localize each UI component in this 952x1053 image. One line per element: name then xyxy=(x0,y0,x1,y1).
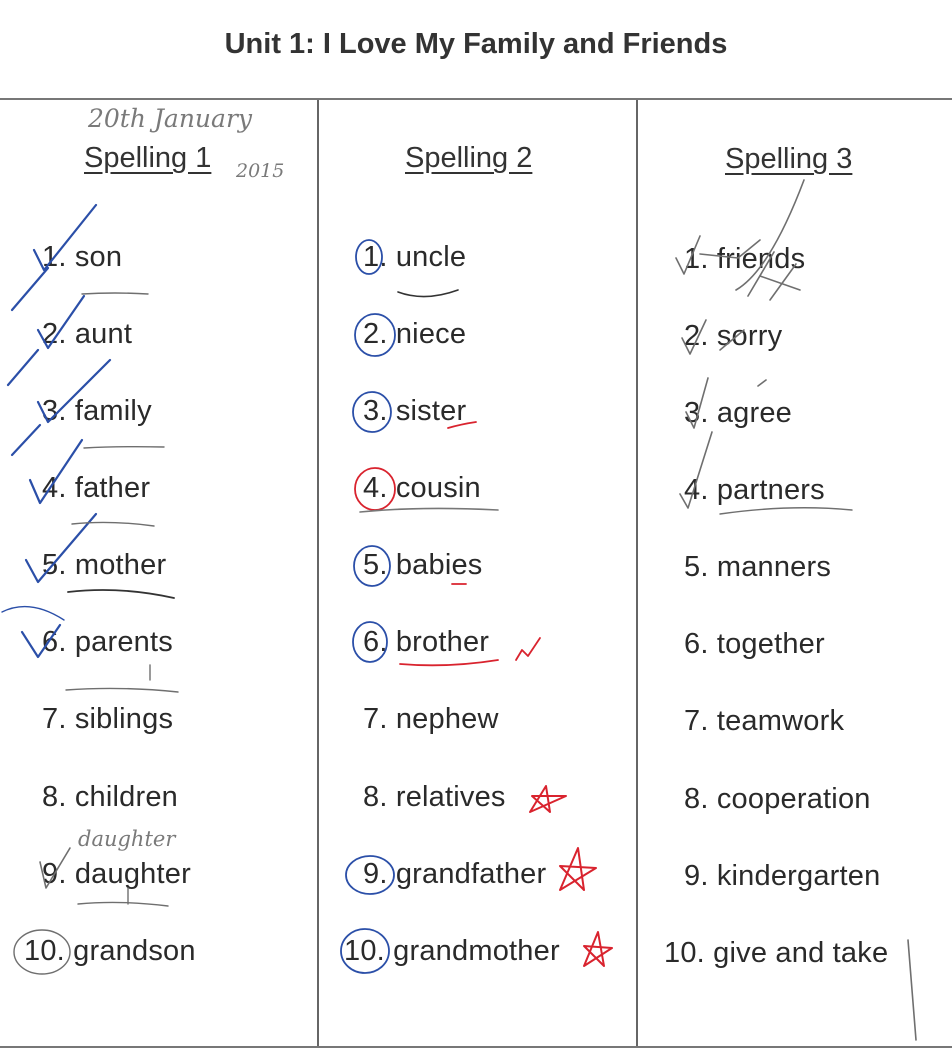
word-item: 4. cousin xyxy=(363,472,481,504)
word-item: 4. father xyxy=(42,472,151,504)
word-item: 3. sister xyxy=(363,395,467,427)
word-item: 1. son xyxy=(42,241,123,273)
column-heading-spelling-2: Spelling 2 xyxy=(405,142,533,174)
column-heading-spelling-3: Spelling 3 xyxy=(725,143,853,175)
table-bottom-border xyxy=(0,1046,952,1048)
column-heading-spelling-1: Spelling 1 xyxy=(84,142,212,174)
column-divider-2 xyxy=(636,100,638,1046)
word-item: 8. cooperation xyxy=(684,783,871,815)
word-item: 7. siblings xyxy=(42,703,174,735)
word-item: 3. family xyxy=(42,395,152,427)
pencil-underlines-col1 xyxy=(66,293,178,906)
word-item: 1. uncle xyxy=(363,241,467,273)
word-item: 5. mother xyxy=(42,549,167,581)
word-item: 9. kindergarten xyxy=(684,860,881,892)
word-item: 5. babies xyxy=(363,549,483,581)
word-item: 10. grandson xyxy=(24,935,196,967)
word-item: 3. agree xyxy=(684,397,793,429)
word-item: 1. friends xyxy=(684,243,806,275)
handwritten-date-line2: 2015 xyxy=(236,160,285,182)
word-item: 2. sorry xyxy=(684,320,783,352)
word-item: 10. grandmother xyxy=(344,935,560,967)
word-item: 9. grandfather xyxy=(363,858,547,890)
column-divider-1 xyxy=(317,100,319,1046)
table-top-border xyxy=(0,98,952,100)
word-item: 6. parents xyxy=(42,626,173,658)
word-item: 10. give and take xyxy=(664,937,889,969)
word-item: 8. children xyxy=(42,781,178,813)
word-item: 2. aunt xyxy=(42,318,133,350)
word-item: 7. nephew xyxy=(363,703,499,735)
word-item: 9. daughter xyxy=(42,858,191,890)
handwritten-date-line1: 20th January xyxy=(88,104,253,133)
word-item: 5. manners xyxy=(684,551,832,583)
word-item: 6. together xyxy=(684,628,825,660)
word-item: 8. relatives xyxy=(363,781,506,813)
pencil-marks-col3 xyxy=(676,180,916,1040)
word-item: 6. brother xyxy=(363,626,490,658)
word-item: 4. partners xyxy=(684,474,825,506)
handwritten-note: daughter xyxy=(78,827,176,851)
word-item: 2. niece xyxy=(363,318,467,350)
page-title: Unit 1: I Love My Family and Friends xyxy=(224,28,728,60)
word-item: 7. teamwork xyxy=(684,705,845,737)
